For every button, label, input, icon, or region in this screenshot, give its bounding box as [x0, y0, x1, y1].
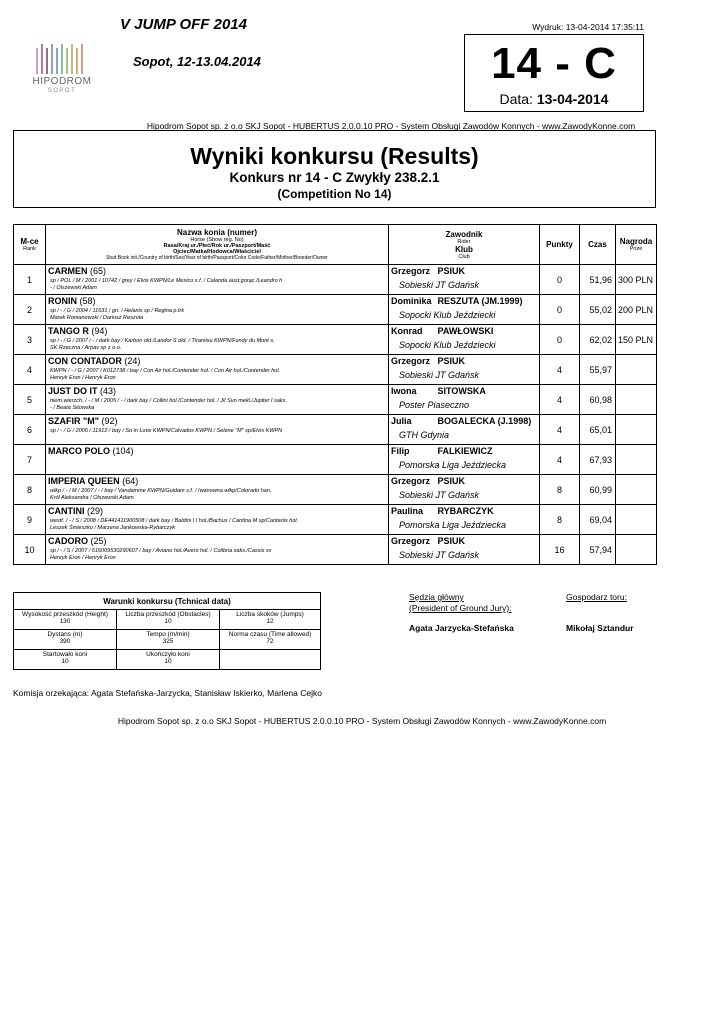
points-cell: 0: [540, 325, 580, 355]
table-row: [14, 325, 657, 355]
col-horse: Nazwa konia (numer) Horse (Show reg. No) Rasa/Kraj ur./Płeć/Rok ur./Paszport/Maść Ojciec/Matka/Hodowca/Właściciel Stud Book init./Country of birth/Sex/Year of birth/Passport/Color Code/Father/Mother/Breeder/Owner: [46, 225, 389, 265]
horse-details: [46, 456, 388, 458]
course-designer-label: Gospodarz toru:: [566, 592, 627, 602]
col-place: M-ce Rank: [14, 225, 46, 265]
competition-box: [464, 34, 644, 112]
rider-cell: [389, 445, 540, 475]
club-name: Sopocki Klub Jeździecki: [399, 340, 496, 350]
horse-cell: [46, 445, 389, 475]
horse-cell: [46, 325, 389, 355]
logo-bar: [46, 48, 48, 74]
horse-details: sp / - / G / 2004 / 11631 / gn. / Helanis sp / Regina p.trk Marek Romanowski / Dariusz Reszuta: [50, 308, 185, 321]
horse-details: sp / - / S / 2007 / 616009530290607 / bay / Aviano hol./Avero hol. / Colibria saks./Cassis xx Henryk Eron / Henryk Eron: [50, 548, 272, 561]
prize-cell: [616, 385, 657, 415]
rider-name: Grzegorz PSIUK: [391, 266, 466, 276]
horse-details: KWPN / - / G / 2007 / K012738 / bay / Con Air hol./Contender hol. / Con Air hol./Contender hol. Henryk Eron / Henryk Eron: [50, 368, 281, 381]
prize-cell: [616, 415, 657, 445]
rider-name: Dominika RESZUTA (JM.1999): [391, 296, 523, 306]
points-cell: 4: [540, 385, 580, 415]
rank-cell: 3: [14, 325, 46, 355]
rider-name: Iwona SITOWSKA: [391, 386, 486, 396]
system-line-top: Hipodrom Sopot sp. z o.o SKJ Sopot - HUBERTUS 2.0.0.10 PRO - System Obsługi Zawodów Konnych - www.ZawodyKonne.com: [146, 121, 636, 131]
rank-cell: 6: [14, 415, 46, 445]
table-row: [14, 415, 657, 445]
logo-bar: [36, 48, 38, 74]
cond-started: Startowało koni 10: [14, 650, 117, 670]
prize-cell: [616, 505, 657, 535]
horse-cell: [46, 265, 389, 295]
club-name: Pomorska Liga Jeździecka: [399, 460, 507, 470]
rank-cell: 10: [14, 535, 46, 565]
judge-label: Sędzia główny: [409, 592, 464, 602]
logo-bar: [41, 44, 43, 74]
club-name: Sopocki Klub Jeździecki: [399, 310, 496, 320]
competition-date: [465, 91, 643, 107]
prize-cell: 300 PLN: [616, 265, 657, 295]
horse-details: wlkp / - / M / 2007 / - / bay / Vandamme KWPN/Guidam s.f. / Iwanowna wlkp/Colorado han. Król Aleksandra / Olszewski Adam: [50, 488, 272, 501]
system-line-bottom: Hipodrom Sopot sp. z o.o SKJ Sopot - HUBERTUS 2.0.0.10 PRO - System Obsługi Zawodów Konnych - www.ZawodyKonne.com: [117, 716, 607, 726]
horse-cell: [46, 385, 389, 415]
prize-cell: [616, 535, 657, 565]
rider-name: Paulina RYBARCZYK: [391, 506, 494, 516]
time-cell: 69,04: [580, 505, 616, 535]
points-cell: 4: [540, 445, 580, 475]
title-box: [13, 130, 656, 208]
date-value: 13-04-2014: [536, 91, 609, 107]
logo-bar: [81, 44, 83, 74]
table-row: [14, 385, 657, 415]
competition-code: 14 - C: [491, 39, 617, 88]
rider-cell: [389, 535, 540, 565]
rider-name: Grzegorz PSIUK: [391, 476, 466, 486]
cond-jumps: Liczba skoków (Jumps) 12: [220, 610, 321, 630]
event-place: Sopot, 12-13.04.2014: [133, 54, 261, 69]
rider-name: Grzegorz PSIUK: [391, 356, 466, 366]
conditions-title: Warunki konkursu (Tchnical data): [14, 593, 321, 610]
club-name: Pomorska Liga Jeździecka: [399, 520, 507, 530]
rank-cell: 2: [14, 295, 46, 325]
competition-number: (Competition No 14): [277, 187, 392, 201]
horse-cell: [46, 475, 389, 505]
course-designer-name: Mikołaj Sztandur: [566, 623, 634, 633]
rider-name: Grzegorz PSIUK: [391, 536, 466, 546]
cond-finished: Ukończyło koni 10: [117, 650, 220, 670]
cond-time-allowed: Norma czasu (Time allowed) 72: [220, 630, 321, 650]
date-label: Data:: [499, 91, 533, 107]
horse-name: MARCO POLO (104): [48, 446, 134, 456]
horse-cell: [46, 505, 389, 535]
col-points: Punkty: [540, 225, 580, 265]
horse-name: JUST DO IT (43): [48, 386, 117, 396]
points-cell: 4: [540, 355, 580, 385]
time-cell: 60,98: [580, 385, 616, 415]
time-cell: 60,99: [580, 475, 616, 505]
event-title: V JUMP OFF 2014: [120, 16, 247, 33]
prize-cell: [616, 355, 657, 385]
rank-cell: 5: [14, 385, 46, 415]
points-cell: 4: [540, 415, 580, 445]
rider-name: Filip FALKIEWICZ: [391, 446, 493, 456]
rider-cell: [389, 505, 540, 535]
points-cell: 8: [540, 505, 580, 535]
time-cell: 55,02: [580, 295, 616, 325]
logo-bar: [76, 48, 78, 74]
col-rider: Zawodnik Rider Klub Club: [389, 225, 540, 265]
rider-name: Konrad PAWŁOWSKI: [391, 326, 494, 336]
prize-cell: 150 PLN: [616, 325, 657, 355]
table-row: [14, 475, 657, 505]
cond-tempo: Tempo (m/min) 325: [117, 630, 220, 650]
club-name: GTH Gdynia: [399, 430, 450, 440]
horse-name: CON CONTADOR (24): [48, 356, 141, 366]
club-name: Sobieski JT Gdańsk: [399, 550, 480, 560]
judge-label-en: (President of Ground Jury):: [409, 603, 512, 613]
judge-name: Agata Jarzycka-Stefańska: [409, 623, 514, 633]
points-cell: 0: [540, 265, 580, 295]
col-prize: Nagroda Prize: [616, 225, 657, 265]
club-name: Sobieski JT Gdańsk: [399, 490, 480, 500]
horse-name: TANGO R (94): [48, 326, 108, 336]
time-cell: 67,93: [580, 445, 616, 475]
rank-cell: 7: [14, 445, 46, 475]
logo-bar: [56, 48, 58, 74]
horse-name: SZAFIR "M" (92): [48, 416, 118, 426]
hipodrom-logo: [36, 38, 88, 74]
competition-subtitle: Konkurs nr 14 - C Zwykły 238.2.1: [229, 170, 440, 185]
table-row: [14, 505, 657, 535]
table-row: [14, 355, 657, 385]
horse-name: CADORO (25): [48, 536, 107, 546]
prize-cell: [616, 445, 657, 475]
table-row: [14, 295, 657, 325]
table-header: [14, 225, 657, 265]
cond-distance: Dystans (m) 390: [14, 630, 117, 650]
points-cell: 0: [540, 295, 580, 325]
horse-details: westf. / - / S / 2008 / DE441411900508 / dark bay / Baldini I I hol./Bachus / Cantina M sp/Cantanis hol. Leszek Śmieszko / Marzena Jankowska-Rybarczyk: [50, 518, 299, 531]
rider-cell: [389, 265, 540, 295]
points-cell: 8: [540, 475, 580, 505]
logo-subtext: SOPOT: [47, 88, 77, 94]
time-cell: 57,94: [580, 535, 616, 565]
table-row: [14, 445, 657, 475]
club-name: Poster Piaseczno: [399, 400, 470, 410]
time-cell: 65,01: [580, 415, 616, 445]
cond-empty: [220, 650, 321, 670]
results-title: Wyniki konkursu (Results): [190, 143, 479, 169]
horse-details: sp / - / G / 2007 / - / dark bay / Karbon old./Landor S old. / Tiramisu KWPN/Fundy du Mont s. SK Rzeczna / Arpav sp z o.o.: [50, 338, 275, 351]
horse-name: CANTINI (29): [48, 506, 104, 516]
time-cell: 55,97: [580, 355, 616, 385]
rider-cell: [389, 415, 540, 445]
col-time: Czas: [580, 225, 616, 265]
cond-obstacles: Liczba przeszkód (Obstacles) 10: [117, 610, 220, 630]
horse-details: niem.wierzch. / - / M / 2005 / - / dark bay / Collini hol./Contender hol. / Jil Sun mekl./Jupiter I saks. - / Beata Sitowska: [50, 398, 287, 411]
horse-name: RONIN (58): [48, 296, 96, 306]
club-name: Sobieski JT Gdańsk: [399, 370, 480, 380]
table-row: [14, 265, 657, 295]
logo-bar: [66, 48, 68, 74]
time-cell: 62,02: [580, 325, 616, 355]
rider-cell: [389, 295, 540, 325]
commission: Komisja orzekająca: Agata Stefańska-Jarzycka, Stanisław Iskierko, Marlena Cejko: [13, 688, 322, 698]
logo-bar: [71, 44, 73, 74]
prize-cell: [616, 475, 657, 505]
rider-cell: [389, 475, 540, 505]
print-date: Wydruk: 13-04-2014 17:35:11: [532, 22, 644, 32]
rider-cell: [389, 385, 540, 415]
results-table: [13, 224, 657, 565]
points-cell: 16: [540, 535, 580, 565]
horse-cell: [46, 535, 389, 565]
horse-details: sp / POL / M / 2001 / 10742 / grey / Elvis KWPN/Le Mexico s.f. / Calanda aust.gorąc./Leandro h - / Olszewski Adam: [50, 278, 283, 291]
rider-name: Julia BOGALECKA (J.1998): [391, 416, 532, 426]
conditions-table: [13, 592, 321, 670]
rider-cell: [389, 325, 540, 355]
club-name: Sobieski JT Gdańsk: [399, 280, 480, 290]
horse-details: sp / - / G / 2006 / 11912 / bay / So in Love KWPN/Calvados KWPN / Selene "M" sp/Elvis KWPN: [50, 428, 283, 434]
rank-cell: 8: [14, 475, 46, 505]
cond-height: Wysokość przeszkód (Height) 130: [14, 610, 117, 630]
logo-bar: [61, 44, 63, 74]
horse-name: IMPERIA QUEEN (64): [48, 476, 139, 486]
logo-bar: [51, 44, 53, 74]
horse-cell: [46, 355, 389, 385]
logo-text: HIPODROM: [32, 76, 92, 87]
horse-cell: [46, 295, 389, 325]
prize-cell: 200 PLN: [616, 295, 657, 325]
rank-cell: 9: [14, 505, 46, 535]
rank-cell: 4: [14, 355, 46, 385]
rider-cell: [389, 355, 540, 385]
rank-cell: 1: [14, 265, 46, 295]
horse-cell: [46, 415, 389, 445]
table-row: [14, 535, 657, 565]
time-cell: 51,96: [580, 265, 616, 295]
horse-name: CARMEN (65): [48, 266, 107, 276]
